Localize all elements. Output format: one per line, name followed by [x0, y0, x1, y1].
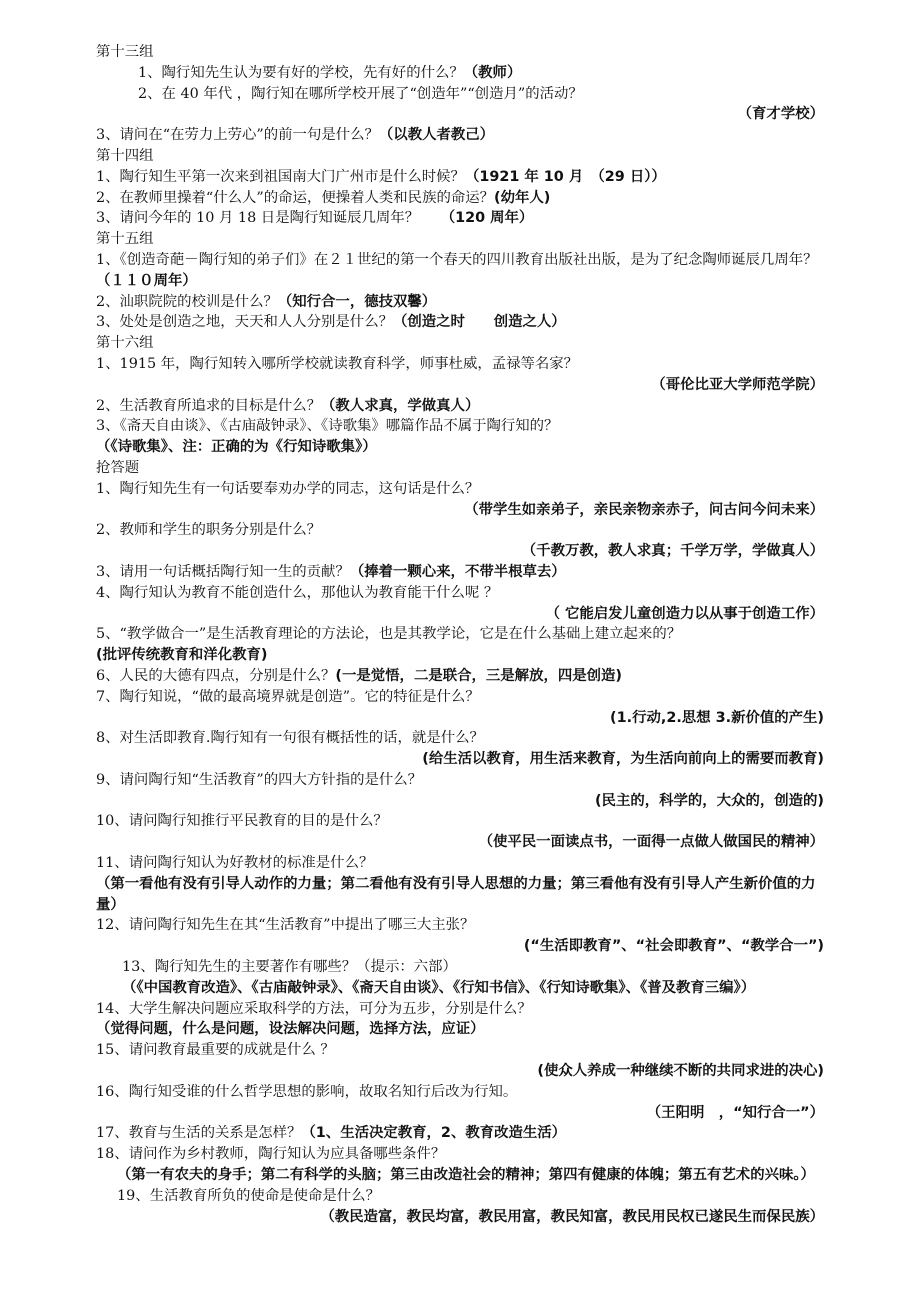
- question-line: [96, 1186, 824, 1207]
- answer-text: (民主的，科学的，大众的，创造的): [594, 792, 824, 809]
- answer-text: （教民造富，教民均富，教民用富，教民知富，教民用民权已遂民生而保民族）: [320, 1208, 824, 1225]
- question-text: 第十三组: [96, 44, 154, 60]
- qa-line: [96, 562, 824, 583]
- question-text: 1、陶行知生平第一次来到祖国南大门广州市是什么时候？: [96, 168, 465, 185]
- answer-line: [96, 791, 824, 812]
- question-line: [96, 354, 824, 375]
- answer-text: （1、生活决定教育，2、教育改造生活）: [301, 1125, 567, 1142]
- question-line: [96, 333, 824, 354]
- qa-line: [96, 167, 824, 188]
- answer-text: （《诗歌集》、注：正确的为《行知诗歌集》）: [96, 439, 377, 456]
- question-text: 3、请用一句话概括陶行知一生的贡献？: [96, 563, 350, 580]
- question-line: [96, 479, 824, 500]
- answer-line: [96, 375, 824, 396]
- question-line: [96, 458, 824, 479]
- question-text: 19、生活教育所负的使命是使命是什么？: [117, 1187, 380, 1204]
- question-text: 9、请问陶行知“生活教育”的四大方针指的是什么？: [96, 771, 423, 788]
- question-line: [96, 416, 824, 437]
- qa-line: [96, 250, 824, 292]
- qa-line: [96, 666, 824, 687]
- answer-line: [96, 104, 824, 125]
- question-text: 4、陶行知认为教育不能创造什么，那他认为教育能干什么呢 ？: [96, 584, 499, 601]
- question-line: [96, 1040, 824, 1061]
- answer-text: （教人求真，学做真人）: [321, 397, 480, 414]
- answer-text: (一是觉悟，二是联合，三是解放，四是创造): [335, 667, 622, 684]
- answer-text: （《中国教育改造》、《古庙敲钟录》、《斋天自由谈》、《行知书信》、《行知诗歌集》、《普及教育三编》）: [122, 979, 756, 996]
- question-text: 14、大学生解决问题应采取科学的方法，可分为五步，分别是什么？: [96, 1000, 532, 1017]
- answer-text: (使众人养成一种继续不断的共同求进的决心): [537, 1063, 824, 1080]
- answer-text: (批评传统教育和洋化教育): [96, 647, 268, 664]
- question-text: 1、陶行知先生认为要有好的学校，先有好的什么？: [138, 64, 464, 81]
- question-line: [96, 915, 824, 936]
- question-text: 2、在 40 年代 ，陶行知在哪所学校开展了“创造年”“创造月”的活动？: [138, 85, 583, 102]
- question-text: 17、教育与生活的关系是怎样？: [96, 1125, 302, 1142]
- question-line: [96, 811, 824, 832]
- question-text: 2、在教师里操着“什么人”的命运，便操着人类和民族的命运？: [96, 189, 495, 206]
- question-line: [96, 146, 824, 167]
- answer-text: （哥伦比亚大学师范学院）: [651, 376, 824, 393]
- question-line: [96, 770, 824, 791]
- answer-text: （1921 年 10 月 （29 日））: [464, 168, 666, 185]
- answer-line: [96, 978, 824, 999]
- question-text: 7、陶行知说，“做的最高境界就是创造”。它的特征是什么？: [96, 688, 480, 705]
- question-line: [96, 583, 824, 604]
- question-text: 抢答题: [96, 459, 140, 476]
- qa-line: [96, 208, 824, 229]
- question-line: [96, 1144, 824, 1165]
- answer-text: （教师）: [463, 64, 522, 81]
- qa-line: [96, 1123, 824, 1144]
- answer-line: [96, 874, 824, 916]
- answer-text: （觉得问题，什么是问题，设法解决问题，选择方法，应证）: [96, 1021, 485, 1038]
- question-text: 1、《创造奇葩－陶行知的弟子们》在２１世纪的第一个春天的四川教育出版社出版，是为了纪念陶师诞辰几周年？: [96, 251, 818, 268]
- answer-text: （育才学校）: [737, 106, 824, 123]
- qa-line: [96, 188, 824, 209]
- question-text: 3、请问今年的 10 月 18 日是陶行知诞辰几周年？: [96, 210, 448, 227]
- question-text: 6、人民的大德有四点，分别是什么？: [96, 667, 336, 684]
- answer-text: (1.行动,2.思想 3.新价值的产生): [610, 709, 824, 726]
- answer-text: （创造之时 创造之人）: [392, 314, 566, 331]
- question-line: [96, 42, 824, 63]
- question-text: 1、陶行知先生有一句话要奉劝办学的同志，这句话是什么？: [96, 480, 480, 497]
- question-text: 2、生活教育所追求的目标是什么？: [96, 397, 322, 414]
- answer-text: （带学生如亲弟子，亲民亲物亲赤子，问古问今问未来）: [464, 501, 824, 518]
- answer-line: [96, 604, 824, 625]
- answer-line: [96, 1061, 824, 1082]
- answer-line: [96, 1103, 824, 1124]
- answer-text: （第一有农夫的身手；第二有科学的头脑；第三由改造社会的精神；第四有健康的体魄；第五有艺术的兴味。）: [117, 1167, 815, 1184]
- answer-text: （ 它能启发儿童创造力以从事于创造工作）: [545, 605, 824, 622]
- question-text: 1、1915 年，陶行知转入哪所学校就读教育科学，师事杜威，孟禄等名家？: [96, 355, 579, 372]
- qa-line: [96, 63, 824, 84]
- question-line: [96, 687, 824, 708]
- question-line: [96, 229, 824, 250]
- question-text: 3、处处是创造之地，天天和人人分别是什么？: [96, 314, 393, 331]
- question-line: [96, 728, 824, 749]
- question-line: [96, 853, 824, 874]
- answer-text: （以教人者教己）: [378, 127, 495, 144]
- answer-line: [96, 708, 824, 729]
- answer-line: [96, 437, 824, 458]
- question-text: 第十六组: [96, 335, 154, 352]
- question-text: 3、请问在“在劳力上劳心”的前一句是什么？: [96, 127, 379, 144]
- answer-text: （使平民一面读点书，一面得一点做人做国民的精神）: [478, 834, 824, 851]
- answer-line: [96, 541, 824, 562]
- question-text: 12、请问陶行知先生在其“生活教育”中提出了哪三大主张？: [96, 917, 475, 934]
- question-text: 第十五组: [96, 231, 154, 248]
- question-line: [96, 1082, 824, 1103]
- answer-line: [96, 1165, 824, 1186]
- qa-line: [96, 396, 824, 417]
- question-text: 15、请问教育最重要的成就是什么 ？: [96, 1042, 335, 1059]
- question-line: [96, 84, 824, 105]
- question-text: 8、对生活即教育.陶行知有一句很有概括性的话，就是什么？: [96, 730, 484, 747]
- qa-line: [96, 292, 824, 313]
- answer-text: （120 周年）: [447, 210, 534, 227]
- question-text: 10、请问陶行知推行平民教育的目的是什么？: [96, 813, 388, 830]
- question-line: [96, 999, 824, 1020]
- answer-line: [96, 645, 824, 666]
- answer-line: [96, 1019, 824, 1040]
- question-text: 18、请问作为乡村教师，陶行知认为应具备哪些条件？: [96, 1146, 446, 1163]
- answer-text: (幼年人): [494, 189, 551, 206]
- question-text: 5、“教学做合一”是生活教育理论的方法论，也是其教学论，它是在什么基础上建立起来的？: [96, 626, 682, 643]
- answer-line: [96, 1207, 824, 1228]
- answer-text: (给生活以教育，用生活来教育，为生活向前向上的需要而教育): [422, 751, 824, 768]
- answer-text: （第一看他有没有引导人动作的力量；第二看他有没有引导人思想的力量；第三看他有没有引导人产生新价值的力量）: [96, 875, 816, 913]
- answer-line: [96, 936, 824, 957]
- answer-line: [96, 500, 824, 521]
- question-line: [96, 624, 824, 645]
- qa-line: [96, 125, 824, 146]
- question-text: 3、《斋天自由谈》、《古庙敲钟录》、《诗歌集》哪篇作品不属于陶行知的？: [96, 418, 559, 435]
- question-text: 2、汕职院院的校训是什么？: [96, 293, 278, 310]
- question-text: 第十四组: [96, 147, 154, 164]
- question-text: 16、陶行知受谁的什么哲学思想的影响，故取名知行后改为行知。: [96, 1083, 518, 1100]
- answer-line: [96, 832, 824, 853]
- answer-line: [96, 749, 824, 770]
- question-line: [96, 957, 824, 978]
- question-text: 2、教师和学生的职务分别是什么？: [96, 522, 322, 539]
- answer-text: （王阳明 ，“知行合一”）: [646, 1104, 824, 1121]
- answer-text: （千教万教，教人求真；千学万学，学做真人）: [521, 543, 824, 560]
- qa-line: [96, 312, 824, 333]
- answer-text: (“生活即教育”、“社会即教育”、“教学合一”): [523, 938, 824, 955]
- answer-text: （知行合一，德技双馨）: [277, 293, 437, 310]
- question-text: 13、陶行知先生的主要著作有哪些？（提示：六部）: [122, 959, 457, 976]
- answer-text: （１１０周年）: [96, 272, 197, 289]
- question-line: [96, 520, 824, 541]
- answer-text: （捧着一颗心来，不带半根草去）: [349, 563, 566, 580]
- question-text: 11、请问陶行知认为好教材的标准是什么？: [96, 855, 374, 872]
